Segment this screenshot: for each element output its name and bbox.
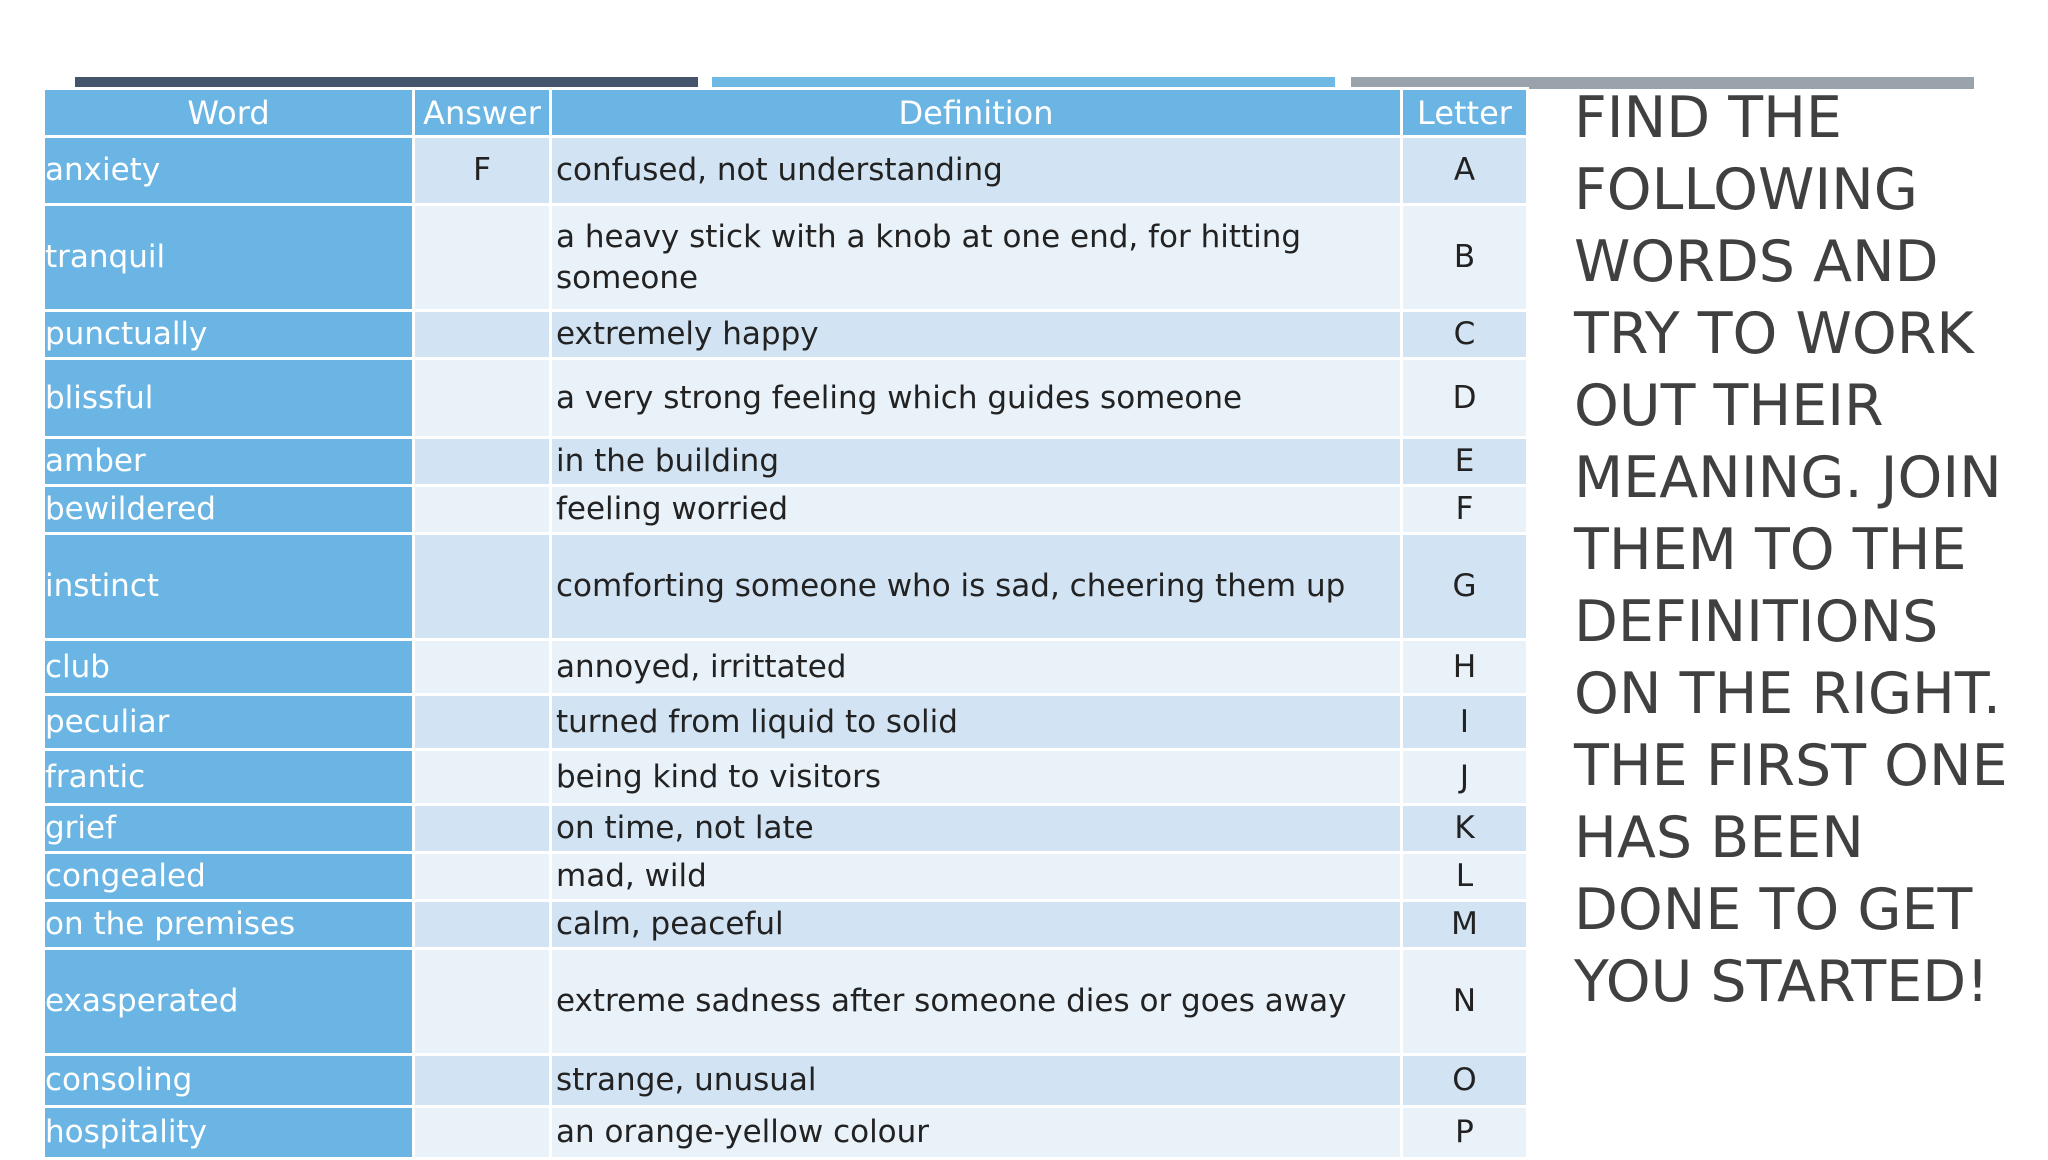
word-cell: on the premises [44,901,414,949]
word-cell: hospitality [44,1107,414,1159]
vocabulary-table [42,87,1529,1160]
definition-cell: on time, not late [551,805,1402,853]
word-cell: congealed [44,853,414,901]
table-row [44,901,1528,949]
letter-cell: L [1402,853,1528,901]
word-cell: grief [44,805,414,853]
letter-cell: F [1402,486,1528,534]
letter-cell: J [1402,750,1528,805]
word-cell: frantic [44,750,414,805]
definition-cell: extreme sadness after someone dies or goes away [551,949,1402,1055]
definition-cell: comforting someone who is sad, cheering them up [551,534,1402,640]
answer-cell: F [414,137,551,205]
letter-cell: M [1402,901,1528,949]
answer-cell [414,1107,551,1159]
table-row [44,137,1528,205]
letter-cell: I [1402,695,1528,750]
word-cell: club [44,640,414,695]
answer-cell [414,1055,551,1107]
answer-cell [414,805,551,853]
letter-cell: A [1402,137,1528,205]
table-row [44,805,1528,853]
table-row [44,640,1528,695]
answer-cell [414,534,551,640]
table-header-row [44,89,1528,137]
definition-cell: feeling worried [551,486,1402,534]
letter-cell: N [1402,949,1528,1055]
table-row [44,534,1528,640]
header-word: Word [44,89,414,137]
definition-cell: extremely happy [551,311,1402,359]
definition-cell: mad, wild [551,853,1402,901]
instructions-text: FIND THE FOLLOWING WORDS AND TRY TO WORK OUT THEIR MEANING. JOIN THEM TO THE DEFINITIONS ON THE RIGHT. THE FIRST ONE HAS BEEN DONE TO GET YOU STARTED! [1574,85,2008,1015]
word-cell: blissful [44,359,414,438]
answer-cell [414,438,551,486]
answer-cell [414,901,551,949]
word-cell: consoling [44,1055,414,1107]
definition-cell: an orange-yellow colour [551,1107,1402,1159]
header-answer: Answer [414,89,551,137]
letter-cell: K [1402,805,1528,853]
answer-cell [414,750,551,805]
table-row [44,1107,1528,1159]
answer-cell [414,205,551,311]
definition-cell: being kind to visitors [551,750,1402,805]
table-row [44,695,1528,750]
answer-cell [414,311,551,359]
letter-cell: D [1402,359,1528,438]
answer-cell [414,359,551,438]
definition-cell: calm, peaceful [551,901,1402,949]
letter-cell: C [1402,311,1528,359]
table-row [44,438,1528,486]
definition-cell: strange, unusual [551,1055,1402,1107]
answer-cell [414,949,551,1055]
letter-cell: H [1402,640,1528,695]
word-cell: exasperated [44,949,414,1055]
table-row [44,949,1528,1055]
word-cell: tranquil [44,205,414,311]
word-cell: amber [44,438,414,486]
definition-cell: annoyed, irrittated [551,640,1402,695]
definition-cell: in the building [551,438,1402,486]
definition-cell: a very strong feeling which guides someone [551,359,1402,438]
word-cell: bewildered [44,486,414,534]
letter-cell: G [1402,534,1528,640]
definition-cell: a heavy stick with a knob at one end, for hitting someone [551,205,1402,311]
answer-cell [414,695,551,750]
answer-cell [414,486,551,534]
table-row [44,486,1528,534]
definition-cell: confused, not understanding [551,137,1402,205]
word-cell: punctually [44,311,414,359]
word-cell: instinct [44,534,414,640]
header-definition: Definition [551,89,1402,137]
word-cell: anxiety [44,137,414,205]
letter-cell: B [1402,205,1528,311]
table-row [44,1055,1528,1107]
definition-cell: turned from liquid to solid [551,695,1402,750]
letter-cell: P [1402,1107,1528,1159]
table-body [44,137,1528,1159]
table-row [44,205,1528,311]
letter-cell: E [1402,438,1528,486]
header-letter: Letter [1402,89,1528,137]
word-cell: peculiar [44,695,414,750]
table-row [44,359,1528,438]
table-row [44,311,1528,359]
table-row [44,750,1528,805]
table-row [44,853,1528,901]
answer-cell [414,853,551,901]
letter-cell: O [1402,1055,1528,1107]
answer-cell [414,640,551,695]
